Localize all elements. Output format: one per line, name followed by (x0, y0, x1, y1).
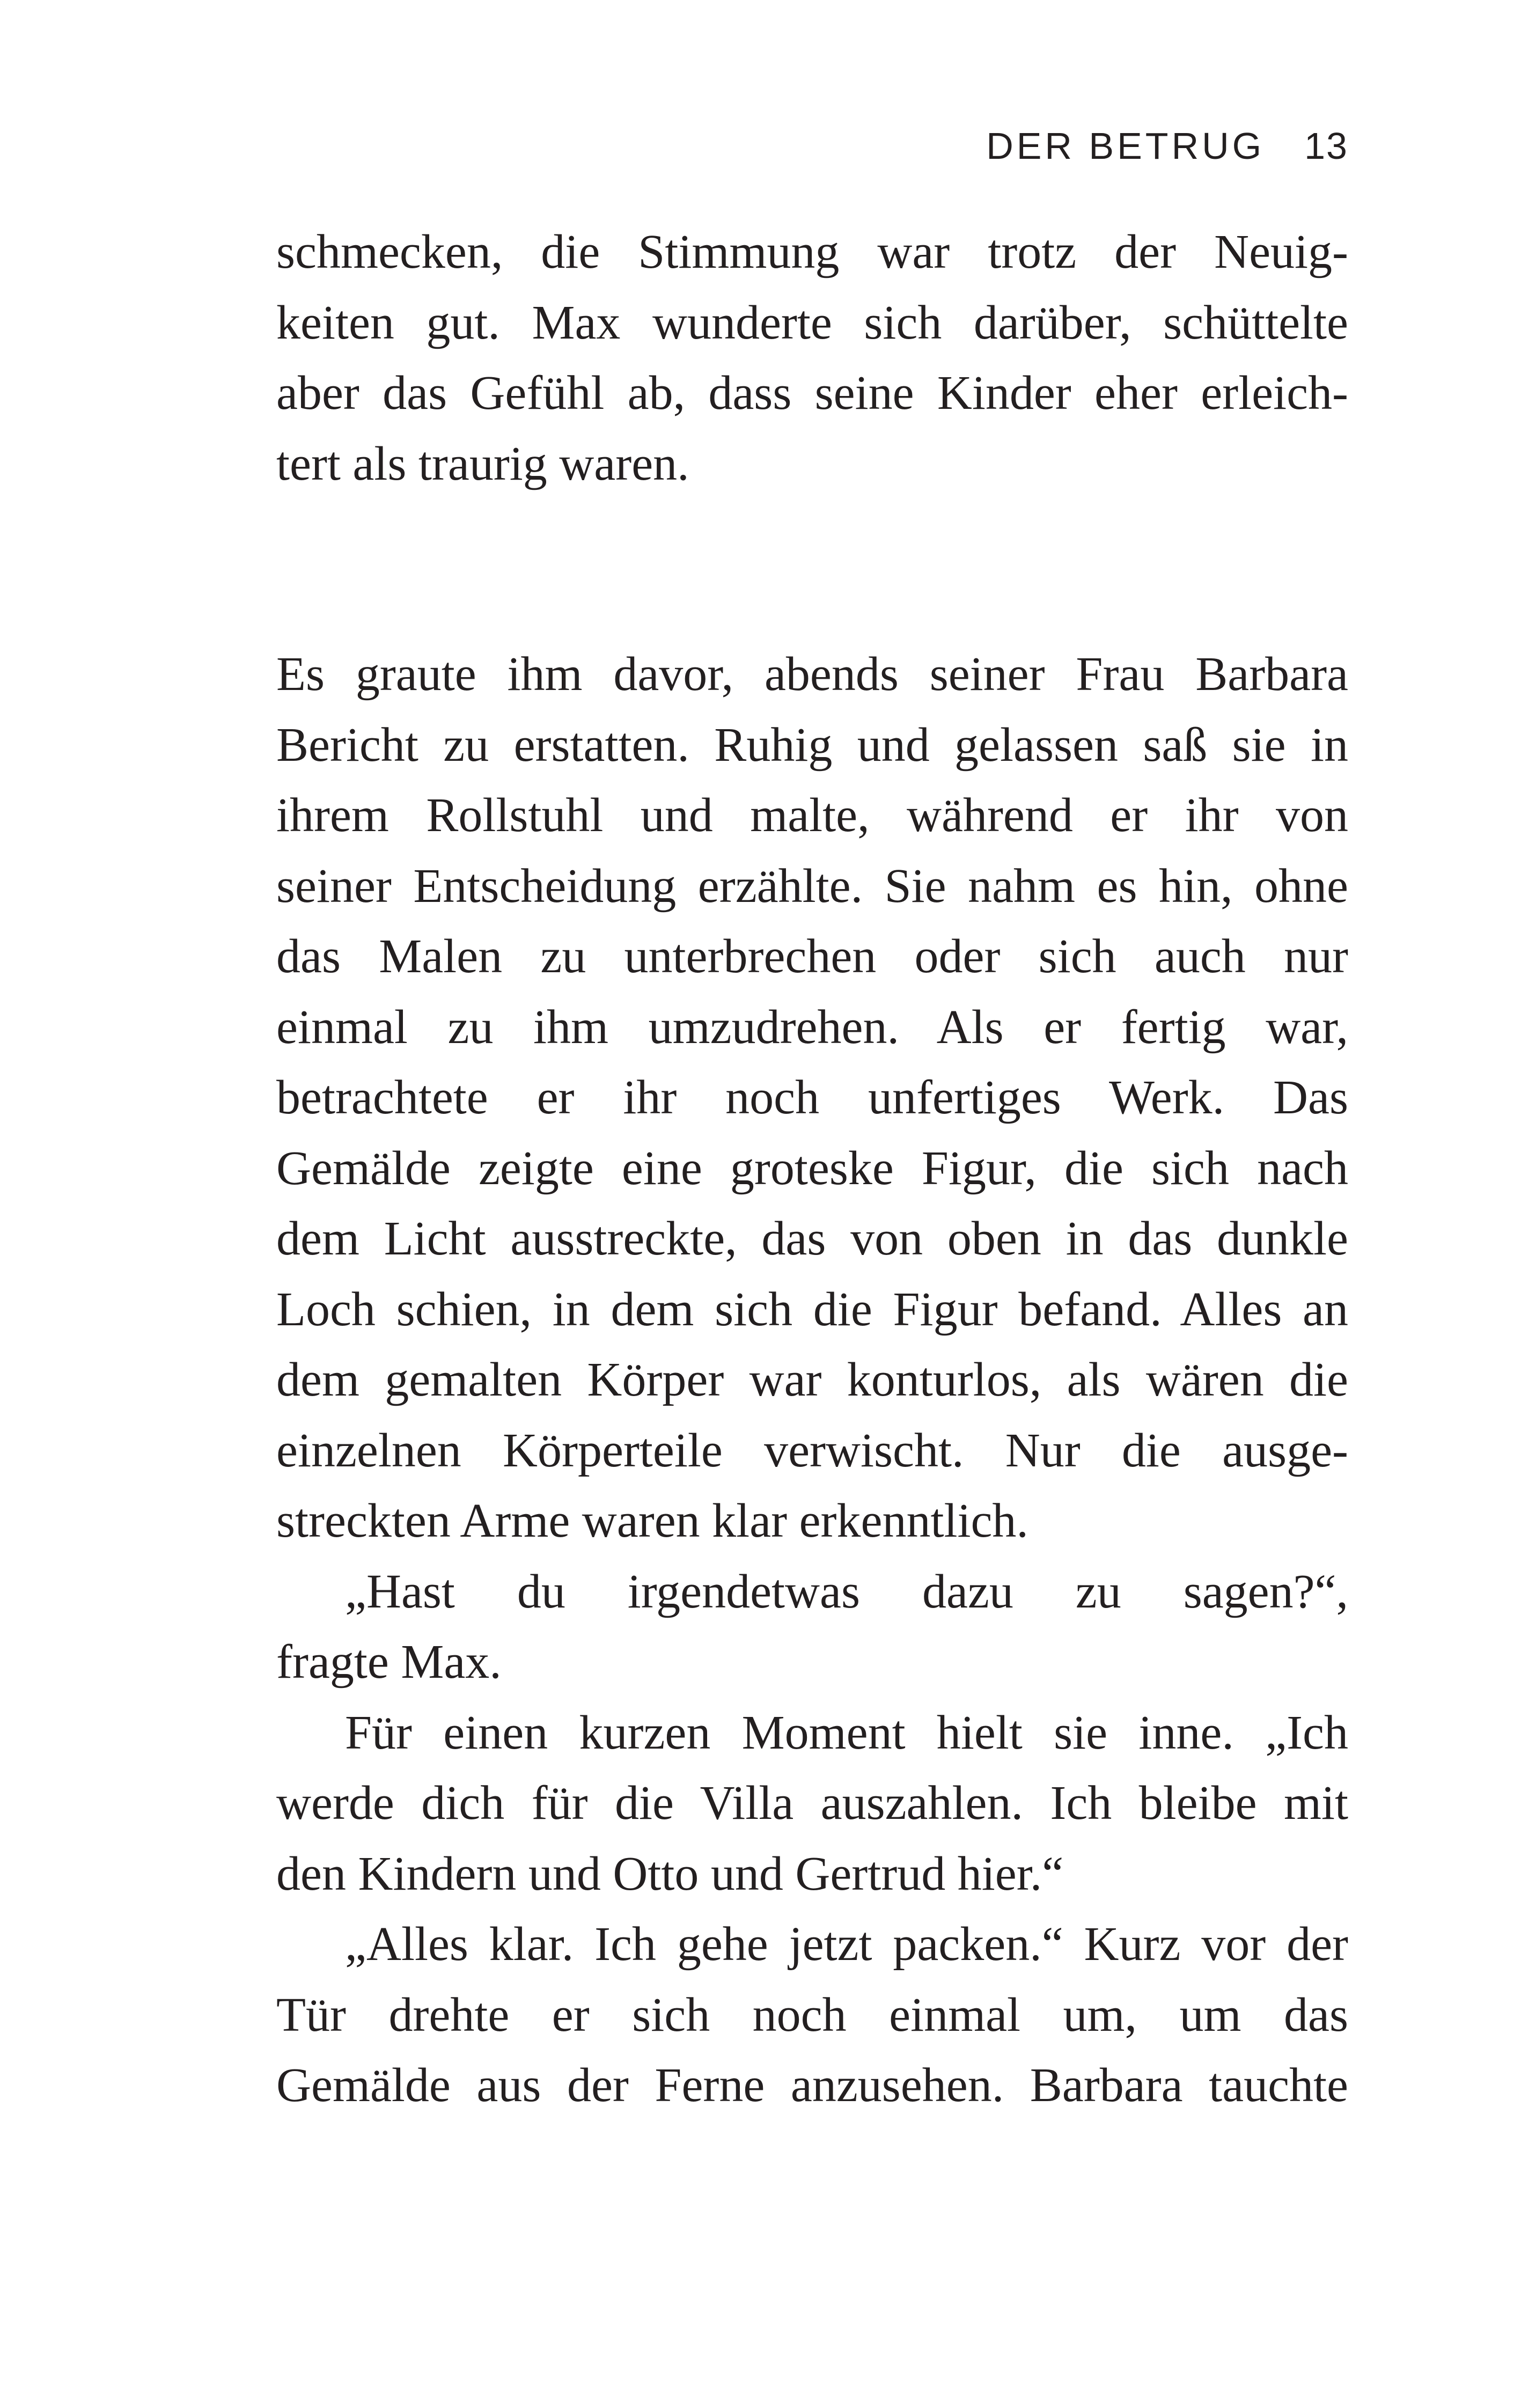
text-line: Tür drehte er sich noch einmal um, um das (276, 1988, 1348, 2042)
paragraph (276, 1698, 1348, 1910)
text-line: ihrem Rollstuhl und malte, während er ihr von (276, 789, 1348, 842)
text-line: tert als traurig waren. (276, 437, 689, 490)
chapter-title: DER BETRUG (986, 125, 1265, 167)
text-line: Es graute ihm davor, abends seiner Frau Barbara (276, 648, 1348, 701)
text-line: betrachtete er ihr noch unfertiges Werk. Das (276, 1071, 1348, 1124)
text-line: Gemälde aus der Ferne anzusehen. Barbara tauchte (276, 2059, 1348, 2112)
text-line: dem gemalten Körper war konturlos, als wären die (276, 1353, 1348, 1406)
text-block-continuation (276, 217, 1348, 499)
text-line: streckten Arme waren klar erkenntlich. (276, 1494, 1028, 1547)
text-line: Für einen kurzen Moment hielt sie inne. „Ich (345, 1706, 1348, 1759)
text-line: Bericht zu erstatten. Ruhig und gelassen saß sie in (276, 718, 1348, 772)
text-line: das Malen zu unterbrechen oder sich auch nur (276, 930, 1348, 983)
paragraph (276, 1909, 1348, 2121)
text-line: Loch schien, in dem sich die Figur befand. Alles an (276, 1282, 1348, 1336)
text-line: aber das Gefühl ab, dass seine Kinder eher erleich- (276, 366, 1348, 420)
text-line: Gemälde zeigte eine groteske Figur, die sich nach (276, 1141, 1348, 1195)
text-line: seiner Entscheidung erzählte. Sie nahm es hin, ohne (276, 859, 1348, 913)
running-header (276, 119, 1348, 173)
paragraph (276, 217, 1348, 499)
text-line: „Hast du irgendetwas dazu zu sagen?“, (345, 1565, 1348, 1618)
text-line: werde dich für die Villa auszahlen. Ich bleibe mit (276, 1776, 1348, 1830)
paragraph (276, 1557, 1348, 1698)
text-line: „Alles klar. Ich gehe jetzt packen.“ Kurz vor der (345, 1918, 1348, 1971)
paragraph (276, 639, 1348, 1557)
text-line: fragte Max. (276, 1635, 502, 1688)
text-line: dem Licht ausstreckte, das von oben in das dunkle (276, 1212, 1348, 1265)
text-line: einmal zu ihm umzudrehen. Als er fertig war, (276, 1000, 1348, 1054)
text-line: schmecken, die Stimmung war trotz der Neuig- (276, 225, 1348, 278)
text-block-section (276, 639, 1348, 2121)
text-line: den Kindern und Otto und Gertrud hier.“ (276, 1847, 1064, 1900)
text-line: keiten gut. Max wunderte sich darüber, schüttelte (276, 296, 1348, 349)
text-line: einzelnen Körperteile verwischt. Nur die ausge- (276, 1423, 1348, 1477)
page-number: 13 (1304, 125, 1348, 167)
